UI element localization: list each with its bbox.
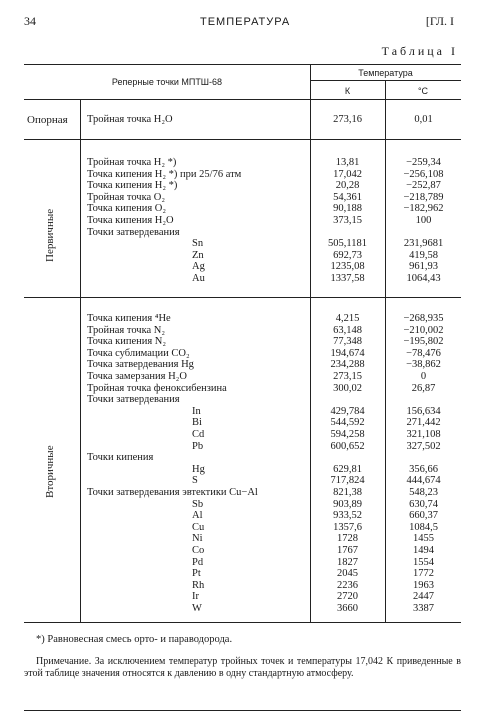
group-secondary-label: Вторичные bbox=[44, 445, 56, 498]
table-row bbox=[24, 406, 461, 418]
value-k: 90,188 bbox=[333, 203, 362, 215]
table-row bbox=[24, 394, 461, 406]
value-c: 356,66 bbox=[409, 463, 438, 475]
value-c: 1494 bbox=[413, 545, 434, 556]
footnote: *) Равновесная смесь орто- и параводорода. bbox=[36, 634, 233, 645]
point-name: In bbox=[192, 405, 201, 417]
table-top-rule bbox=[24, 64, 461, 65]
value-k: 17,042 bbox=[333, 168, 362, 180]
value-c: −268,935 bbox=[403, 313, 444, 324]
value-k: 717,824 bbox=[330, 475, 365, 487]
point-name: Au bbox=[192, 273, 205, 284]
value-k: 600,652 bbox=[330, 440, 365, 452]
value-k: 54,361 bbox=[333, 191, 362, 203]
point-name: Co bbox=[192, 545, 205, 556]
value-k: 77,348 bbox=[333, 336, 362, 348]
table-row bbox=[24, 215, 461, 227]
value-k: 2720 bbox=[337, 591, 358, 603]
table-row bbox=[24, 359, 461, 371]
point-name: Bi bbox=[192, 417, 202, 429]
primary-bottom-rule bbox=[24, 297, 461, 298]
point-name: Точки затвердевания bbox=[87, 394, 180, 406]
reference-row bbox=[24, 114, 461, 126]
point-name: Sn bbox=[192, 238, 204, 250]
table-row bbox=[24, 192, 461, 204]
table-bottom-rule bbox=[24, 622, 461, 623]
group-primary-label: Первичные bbox=[44, 208, 56, 262]
point-name: Pt bbox=[192, 568, 201, 580]
value-c: 0 bbox=[420, 371, 427, 382]
table-row bbox=[24, 533, 461, 545]
value-k: 1337,58 bbox=[330, 273, 365, 284]
point-name: Тройная точка H₂O bbox=[87, 114, 173, 125]
table-row bbox=[24, 417, 461, 429]
value-k: 300,02 bbox=[333, 382, 362, 394]
value-c: 444,674 bbox=[406, 475, 441, 487]
value-c: 1772 bbox=[413, 568, 434, 580]
value-k: 429,784 bbox=[330, 405, 365, 417]
table-row bbox=[24, 325, 461, 337]
table-row bbox=[24, 383, 461, 395]
value-k: 13,81 bbox=[335, 157, 360, 168]
table-row bbox=[24, 261, 461, 273]
chapter-label: [ГЛ. I bbox=[425, 14, 454, 28]
table-row bbox=[24, 487, 461, 499]
table-row bbox=[24, 348, 461, 360]
table-row bbox=[24, 238, 461, 250]
value-k: 234,288 bbox=[330, 359, 365, 371]
value-c: 100 bbox=[415, 215, 432, 226]
table-row bbox=[24, 169, 461, 181]
point-name: Точки затвердевания bbox=[87, 226, 180, 238]
table-row bbox=[24, 371, 461, 383]
point-name: Zn bbox=[192, 249, 204, 261]
point-name: Тройная точка H₂ *) bbox=[87, 157, 177, 168]
group-reference-label: Опорная bbox=[27, 114, 68, 126]
value-k: 2236 bbox=[337, 579, 358, 591]
value-c: 660,37 bbox=[409, 510, 438, 522]
value-c: 1554 bbox=[413, 556, 434, 568]
value-c: 26,87 bbox=[411, 382, 436, 394]
value-k: 1728 bbox=[337, 533, 358, 545]
point-name: Точка кипения H₂ *) bbox=[87, 180, 178, 192]
value-c: 1064,43 bbox=[406, 273, 441, 284]
header-points: Реперные точки МПТШ-68 bbox=[111, 77, 223, 87]
value-k: 505,1181 bbox=[328, 238, 367, 250]
point-name: Ni bbox=[192, 533, 203, 545]
value-k: 4,215 bbox=[335, 313, 360, 324]
value-c: −259,34 bbox=[406, 157, 441, 168]
point-name: Cd bbox=[192, 429, 205, 440]
value-k: 1767 bbox=[337, 545, 358, 556]
value-k: 629,81 bbox=[333, 463, 362, 475]
header-kelvin: К bbox=[344, 86, 351, 96]
header-temperature: Температура bbox=[358, 68, 413, 78]
value-k: 3660 bbox=[337, 603, 358, 614]
value-c: −218,789 bbox=[403, 191, 444, 203]
header-bottom-rule bbox=[24, 99, 461, 100]
point-name: Cu bbox=[192, 521, 205, 533]
value-c: 271,442 bbox=[406, 417, 441, 429]
table-title: Таблица I bbox=[381, 44, 458, 58]
point-name: Точки кипения bbox=[87, 452, 154, 464]
point-name: Точка кипения ⁴He bbox=[87, 313, 171, 324]
table-row bbox=[24, 336, 461, 348]
point-name: Rh bbox=[192, 579, 205, 591]
value-c: 3387 bbox=[413, 603, 434, 614]
value-c: 321,108 bbox=[406, 429, 441, 440]
value-c: 419,58 bbox=[409, 249, 438, 261]
value-k: 273,16 bbox=[333, 114, 362, 125]
value-k: 1827 bbox=[337, 556, 358, 568]
value-k: 20,28 bbox=[335, 180, 360, 192]
value-k: 63,148 bbox=[333, 324, 362, 336]
point-name: Ag bbox=[192, 261, 205, 273]
value-c: −195,802 bbox=[403, 336, 444, 348]
value-c: −78,476 bbox=[406, 347, 441, 359]
value-k: 1235,08 bbox=[330, 261, 365, 273]
point-name: Pd bbox=[192, 556, 204, 568]
page-title: ТЕМПЕРАТУРА bbox=[200, 16, 291, 28]
table-row bbox=[24, 227, 461, 239]
value-k: 933,52 bbox=[333, 510, 362, 522]
value-c: 327,502 bbox=[406, 440, 441, 452]
table-row bbox=[24, 591, 461, 603]
value-k: 194,674 bbox=[330, 347, 365, 359]
point-name: Тройная точка феноксибензина bbox=[87, 382, 227, 394]
table-row bbox=[24, 557, 461, 569]
value-c: −256,108 bbox=[403, 168, 444, 180]
value-k: 1357,6 bbox=[333, 521, 362, 533]
page-number: 34 bbox=[24, 14, 36, 28]
value-c: −38,862 bbox=[406, 359, 441, 371]
reference-bottom-rule bbox=[24, 139, 461, 140]
table-row bbox=[24, 441, 461, 453]
table-row bbox=[24, 603, 461, 615]
table-row bbox=[24, 250, 461, 262]
table-row bbox=[24, 522, 461, 534]
table-row bbox=[24, 157, 461, 169]
point-name: Sb bbox=[192, 498, 204, 510]
point-name: Pb bbox=[192, 440, 204, 452]
value-c: −252,87 bbox=[406, 180, 441, 192]
point-name: Точка замерзания H₂O bbox=[87, 371, 187, 382]
value-k: 692,73 bbox=[333, 249, 362, 261]
value-c: 231,9681 bbox=[403, 238, 444, 250]
value-c: 630,74 bbox=[409, 498, 438, 510]
point-name: Точка кипения N₂ bbox=[87, 336, 167, 348]
value-c: 1455 bbox=[413, 533, 434, 545]
value-k: 594,258 bbox=[330, 429, 365, 440]
table-row bbox=[24, 568, 461, 580]
point-name: S bbox=[192, 475, 198, 487]
table-row bbox=[24, 580, 461, 592]
point-name: Точки затвердевания эвтектики Cu−Al bbox=[87, 487, 258, 498]
remark: Примечание. За исключением температур тройных точек и температуры 17,042 К приведенные в этой таблице значения относятся к давлению в одну стандартную атмосферу. bbox=[24, 656, 461, 679]
value-c: 1084,5 bbox=[409, 521, 438, 533]
table-row bbox=[24, 499, 461, 511]
table-row bbox=[24, 313, 461, 325]
table-row bbox=[24, 510, 461, 522]
table-row bbox=[24, 203, 461, 215]
value-c: 2447 bbox=[413, 591, 434, 603]
point-name: Тройная точка N₂ bbox=[87, 324, 166, 336]
value-k: 544,592 bbox=[330, 417, 365, 429]
point-name: Точка сублимации CO₂ bbox=[87, 347, 190, 359]
point-name: Al bbox=[192, 510, 203, 522]
value-k: 273,15 bbox=[333, 371, 362, 382]
value-k: 373,15 bbox=[333, 215, 362, 226]
value-k: 821,38 bbox=[333, 487, 362, 498]
point-name: Точка кипения H₂O bbox=[87, 215, 174, 226]
table-row bbox=[24, 475, 461, 487]
table-row bbox=[24, 180, 461, 192]
page-bottom-rule bbox=[24, 710, 461, 711]
point-name: Точка кипения O₂ bbox=[87, 203, 167, 215]
point-name: Точка кипения H₂ *) при 25/76 атм bbox=[87, 168, 242, 180]
value-c: 961,93 bbox=[409, 261, 438, 273]
table-row bbox=[24, 452, 461, 464]
value-c: −182,962 bbox=[403, 203, 444, 215]
table-row bbox=[24, 464, 461, 476]
table-row bbox=[24, 545, 461, 557]
value-c: 548,23 bbox=[409, 487, 438, 498]
header-celsius: °С bbox=[417, 86, 429, 96]
point-name: Тройная точка O₂ bbox=[87, 191, 166, 203]
table-row bbox=[24, 429, 461, 441]
point-name: Hg bbox=[192, 463, 205, 475]
value-c: −210,002 bbox=[403, 324, 444, 336]
value-k: 2045 bbox=[337, 568, 358, 580]
value-c: 1963 bbox=[413, 579, 434, 591]
value-c: 0,01 bbox=[414, 114, 433, 125]
value-k: 903,89 bbox=[333, 498, 362, 510]
point-name: Точка затвердевания Hg bbox=[87, 359, 194, 371]
value-c: 156,634 bbox=[406, 405, 441, 417]
point-name: W bbox=[192, 603, 202, 614]
point-name: Ir bbox=[192, 591, 199, 603]
table-row bbox=[24, 273, 461, 285]
